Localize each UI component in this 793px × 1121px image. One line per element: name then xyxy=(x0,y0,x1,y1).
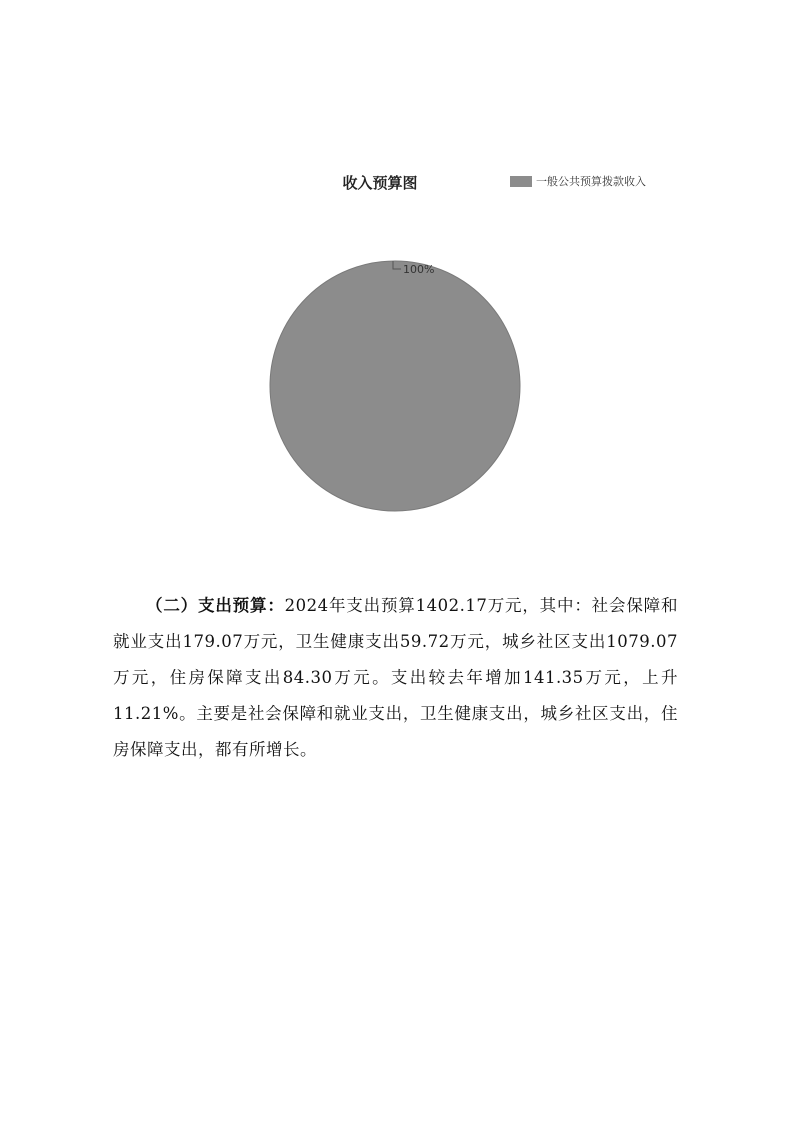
section-heading: （二）支出预算： xyxy=(146,596,285,615)
pie-data-label: 100% xyxy=(403,263,435,276)
chart-title: 收入预算图 xyxy=(342,174,418,192)
legend-label: 一般公共预算拨款收入 xyxy=(536,175,646,188)
pie-chart xyxy=(0,150,793,550)
section-body: 2024年支出预算1402.17万元，其中：社会保障和就业支出179.07万元，卫生健康支出59.72万元，城乡社区支出1079.07万元，住房保障支出84.30万元。支出较去年增加141.35万元，上升11.21%。主要是社会保障和就业支出，卫生健康支出，城乡社区支出，住房保障支出，都有所增长。 xyxy=(113,596,678,759)
pie-slice xyxy=(270,261,520,511)
expenditure-paragraph xyxy=(113,588,678,768)
income-budget-chart xyxy=(0,150,793,550)
